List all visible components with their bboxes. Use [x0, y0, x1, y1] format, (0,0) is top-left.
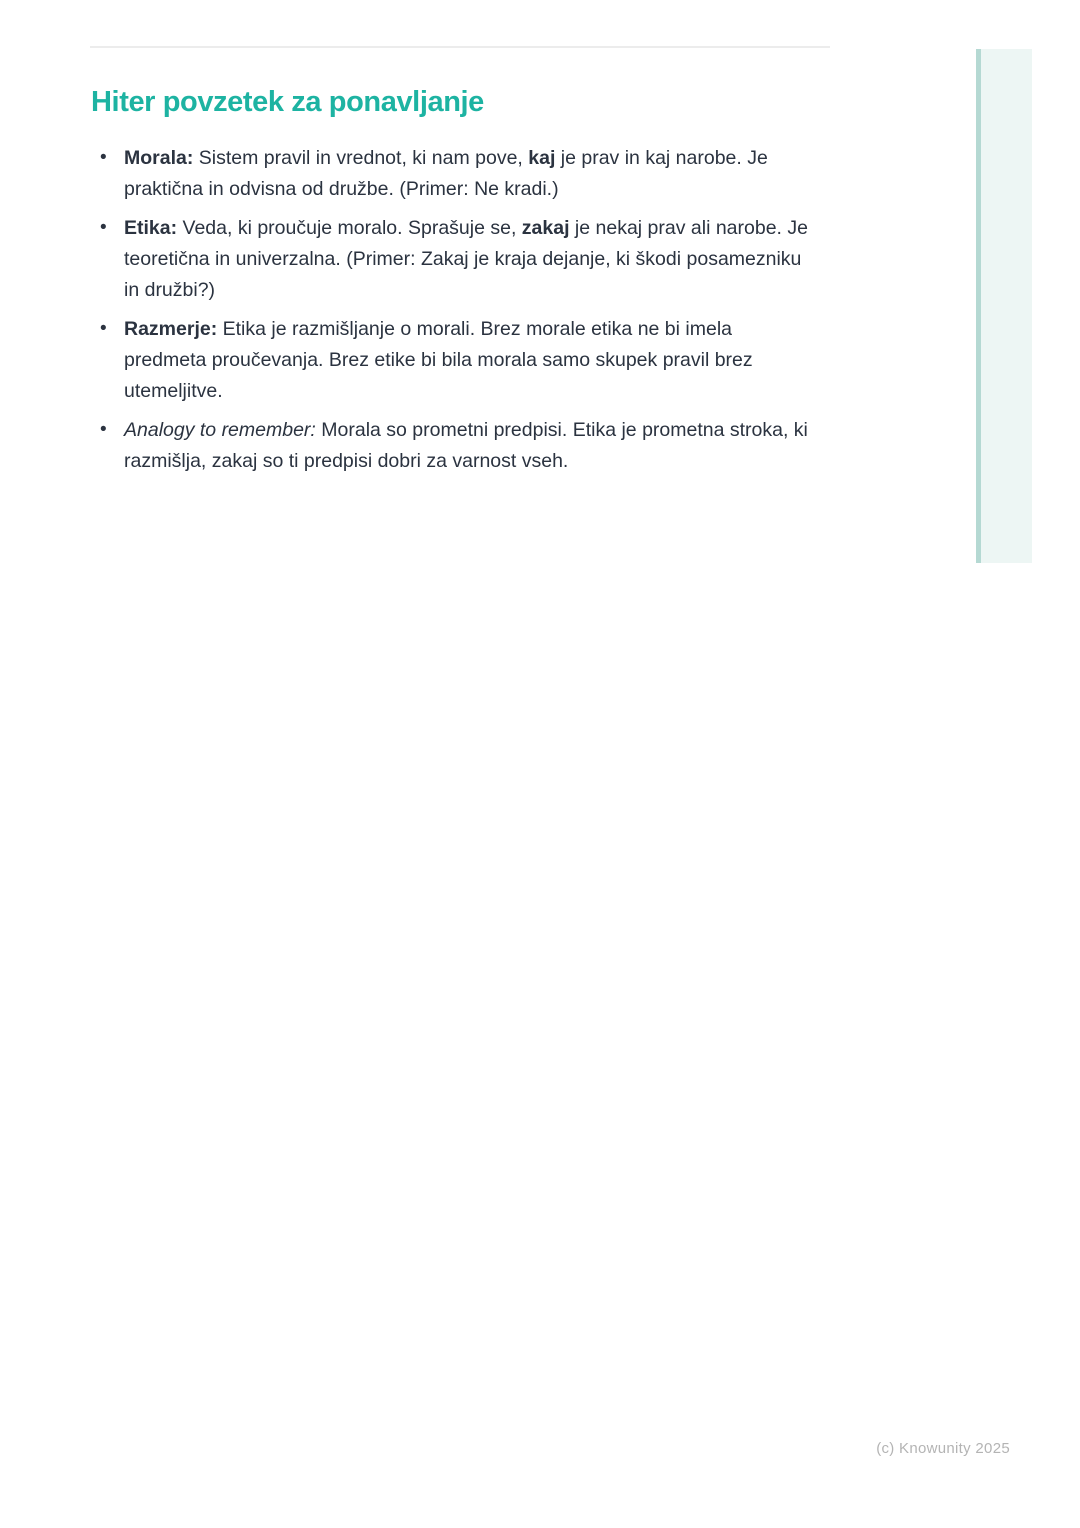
bullet-dot: • [100, 147, 107, 168]
text-segment: Veda, ki proučuje moralo. Sprašuje se, [177, 217, 522, 239]
text-segment: Morala so prometni predpisi. Etika je prometna stroka, ki razmišlja, zakaj so ti predpisi dobri za varnost vseh. [124, 419, 808, 472]
text-segment: je prav in kaj narobe. Je praktična in odvisna od družbe. (Primer: Ne kradi.) [124, 147, 768, 200]
bullet-dot: • [100, 217, 107, 238]
text-segment: Razmerje: [124, 318, 218, 340]
text-segment: je nekaj prav ali narobe. Je teoretična in univerzalna. (Primer: Zakaj je kraja dejanje, ki škodi posamezniku in družbi?) [124, 217, 808, 301]
top-divider [90, 46, 830, 48]
summary-list [99, 143, 815, 485]
text-segment: Analogy to remember: [124, 419, 316, 441]
text-segment: Etika: [124, 217, 178, 239]
side-accent-strip [976, 49, 1032, 563]
text-segment: kaj [528, 147, 556, 169]
text-segment: Morala: [124, 147, 194, 169]
text-segment: zakaj [521, 217, 570, 239]
text-segment: Etika je razmišljanje o morali. Brez morale etika ne bi imela predmeta proučevanja. Brez etike bi bila morala samo skupek pravil brez utemeljitve. [124, 318, 753, 402]
page-title: Hiter povzetek za ponavljanje [91, 86, 484, 118]
bullet-dot: • [100, 419, 107, 440]
list-item [99, 314, 815, 407]
list-item [99, 415, 815, 477]
bullet-dot: • [100, 318, 107, 339]
text-segment: Sistem pravil in vrednot, ki nam pove, [193, 147, 529, 169]
list-item [99, 213, 815, 306]
list-item [99, 143, 815, 205]
copyright-footer: (c) Knowunity 2025 [876, 1440, 1010, 1457]
